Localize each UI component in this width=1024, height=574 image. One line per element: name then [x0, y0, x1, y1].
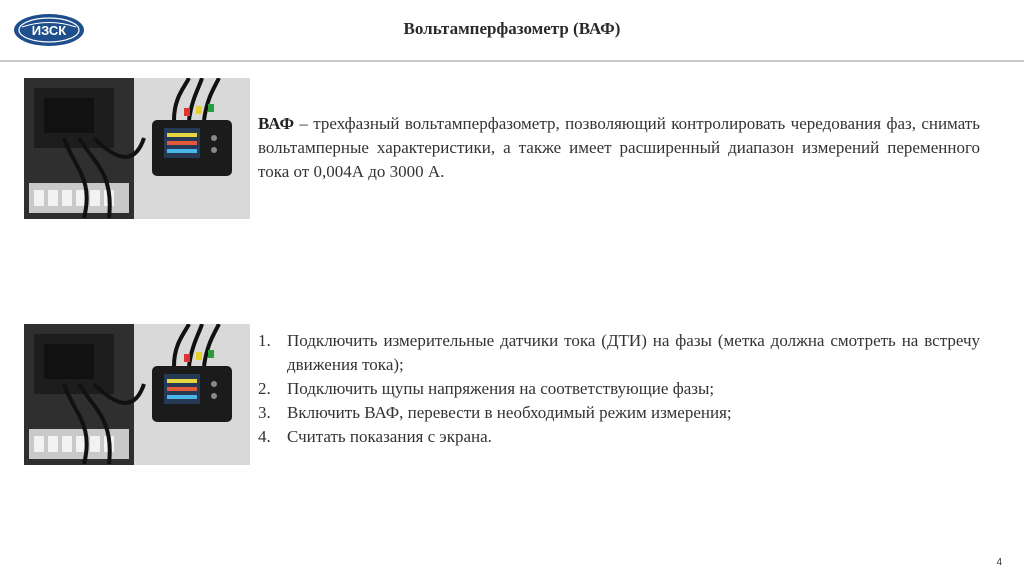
list-item	[258, 425, 980, 449]
page-title: Вольтамперфазометр (ВАФ)	[403, 19, 621, 38]
device-photo-2	[24, 324, 250, 465]
list-item	[258, 401, 980, 425]
list-item	[258, 377, 980, 401]
step-number: 4.	[258, 427, 271, 446]
device-description	[258, 112, 980, 184]
device-photo-1	[24, 78, 250, 219]
step-number: 1.	[258, 331, 271, 350]
header-divider	[0, 60, 1024, 62]
step-text: Считать показания с экрана.	[287, 427, 492, 446]
description-term: ВАФ	[258, 114, 295, 133]
step-number: 3.	[258, 403, 271, 422]
logo-text: ИЗСК	[31, 23, 67, 38]
page-number: 4	[996, 557, 1002, 568]
slide-header	[0, 0, 1024, 62]
step-text: Подключить измерительные датчики тока (ДТИ) на фазы (метка должна смотреть на встречу движения тока);	[287, 331, 980, 374]
step-text: Подключить щупы напряжения на соответствующие фазы;	[287, 379, 715, 398]
device-photo-icon	[24, 324, 250, 465]
step-number: 2.	[258, 379, 271, 398]
instruction-steps	[258, 329, 980, 449]
device-photo-icon	[24, 78, 250, 219]
description-text: – трехфазный вольтамперфазометр, позволяющий контролировать чередования фаз, снимать вольтамперные характеристики, а также имеет расширенный диапазон измерений переменного тока от 0,004А до 3000 А.	[258, 114, 980, 181]
step-text: Включить ВАФ, перевести в необходимый режим измерения;	[287, 403, 732, 422]
list-item	[258, 329, 980, 377]
